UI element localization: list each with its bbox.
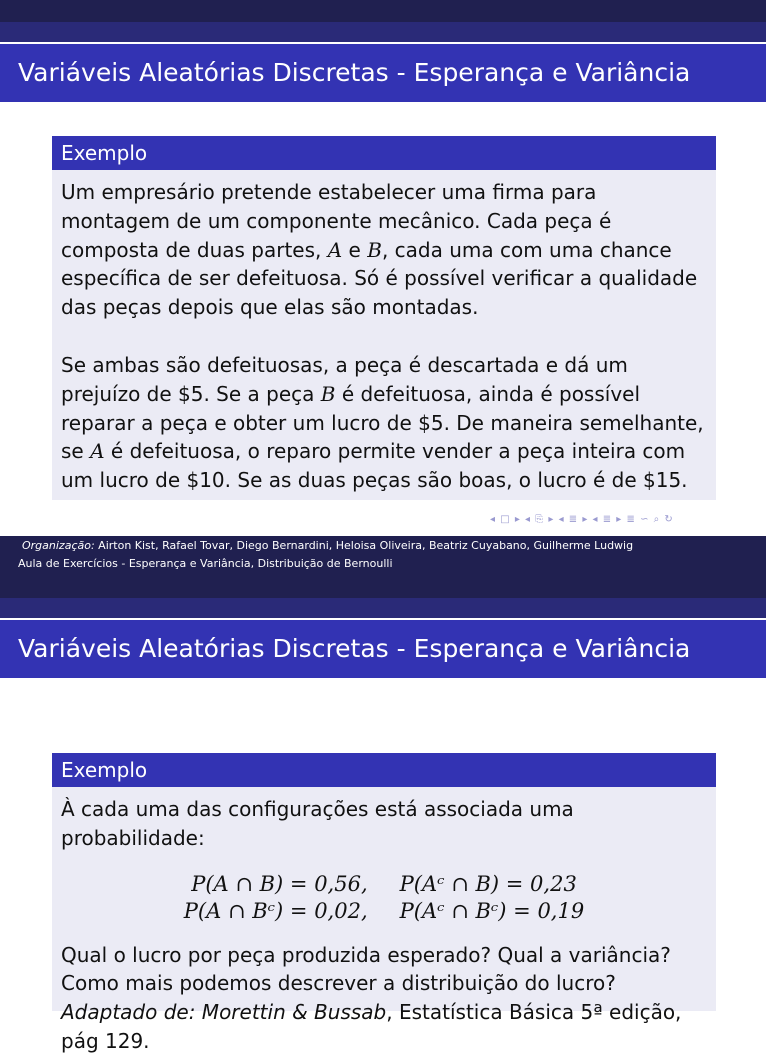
slide1-paragraph-1: Um empresário pretende estabelecer uma firma para montagem de um componente mecânico. Cada peça é composta de duas partes, A e B, cada uma com uma chance específica de ser defeituosa. Só é possível verificar a qualidade das peças depois que elas são montadas.	[61, 180, 698, 320]
footer-lecture-title: Aula de Exercícios - Esperança e Variância, Distribuição de Bernoulli	[0, 556, 766, 576]
slide1-title: Variáveis Aleatórias Discretas - Esperança e Variância	[0, 44, 766, 102]
slide2-question: Qual o lucro por peça produzida esperado? Qual a variância? Como mais podemos descrever a distribuição do lucro? Adaptado de: Morettin & Bussab, Estatística Básica 5ª edição, pág 129.	[61, 942, 682, 1053]
slide2-example-block-title: Exemplo	[52, 753, 716, 787]
slide2-title: Variáveis Aleatórias Discretas - Esperança e Variância	[0, 620, 766, 678]
footer-org-names: Airton Kist, Rafael Tovar, Diego Bernardini, Heloisa Oliveira, Beatriz Cuyabano, Guilherme Ludwig	[94, 539, 634, 552]
slide2-header-band-dark	[0, 576, 766, 598]
slide2-equation-row-1	[61, 871, 707, 898]
equation-p-a-and-bc: P(A ∩ Bᶜ) = 0,02,	[183, 898, 368, 923]
slide1-header-band	[0, 22, 766, 42]
slide2-header-band	[0, 598, 766, 618]
slide2-example-block-body	[52, 787, 716, 1053]
equation-p-ac-and-bc: P(Aᶜ ∩ Bᶜ) = 0,19	[399, 898, 585, 923]
footer-organization	[0, 536, 766, 556]
slide1-example-block-body	[52, 170, 716, 500]
slide1-header-band-dark	[0, 0, 766, 22]
equation-p-ac-and-b: P(Aᶜ ∩ B) = 0,23	[399, 871, 577, 896]
slide1-paragraph-2: Se ambas são defeituosas, a peça é descartada e dá um prejuízo de $5. Se a peça B é defeituosa, ainda é possível reparar a peça e obter um lucro de $5. De maneira semelhante, se A é defeituosa, o reparo permite vender a peça inteira com um lucro de $10. Se as duas peças são boas, o lucro é de $15.	[61, 352, 704, 493]
slide2-intro: À cada uma das configurações está associada uma probabilidade:	[61, 797, 574, 850]
footer-org-label: Organização:	[22, 539, 95, 552]
equation-p-a-and-b: P(A ∩ B) = 0,56,	[191, 871, 368, 896]
slide1-example-block-title: Exemplo	[52, 136, 716, 170]
slide2-equation-row-2	[61, 898, 707, 925]
beamer-navigation-icons[interactable]: ◂ □ ▸ ◂ ⎘ ▸ ◂ ≣ ▸ ◂ ≣ ▸ ≣ ∽ ⌕ ↻	[490, 514, 674, 525]
